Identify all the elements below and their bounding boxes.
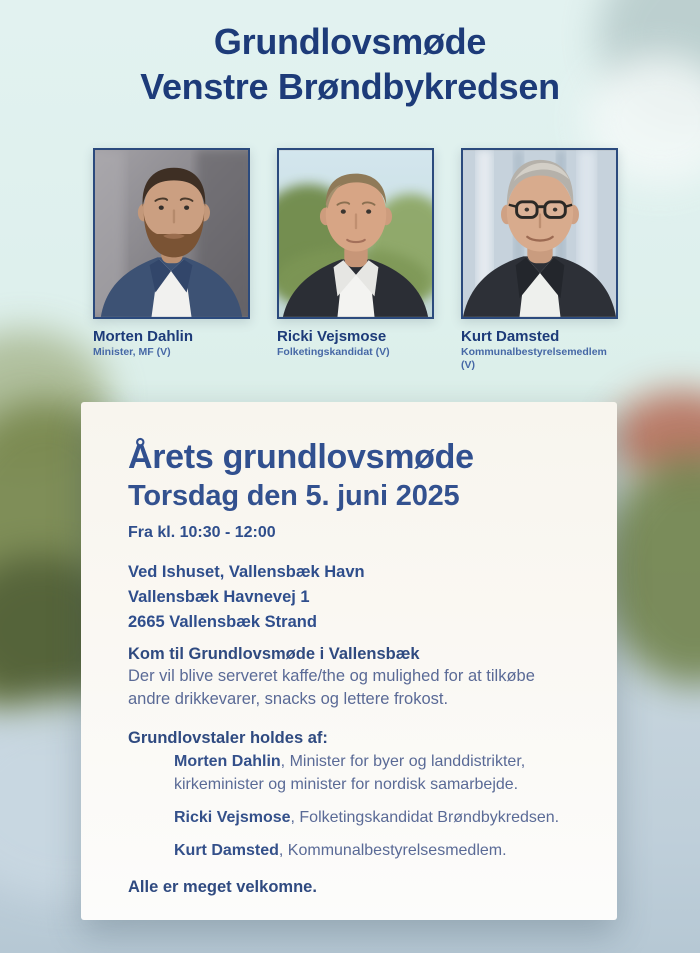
portrait-ricki-vejsmose-photo: [279, 150, 432, 317]
poster-title-line-1: Grundlovsmøde: [213, 21, 487, 62]
speaker-card-kurt-damsted: [461, 148, 618, 372]
speaker-entry-description: , Folketingskandidat Brøndbykredsen.: [290, 809, 560, 826]
speaker-entry-morten-dahlin: [174, 750, 588, 796]
speaker-entry-description: , Kommunalbestyrelsesmedlem.: [278, 842, 507, 859]
speaker-caption: [277, 328, 434, 359]
speaker-entry-description: , Minister for byer og landdistrikter, kirkeminister og minister for nordisk samarbejde.: [174, 753, 526, 793]
poster-title-line-2: Venstre Brøndbykredsen: [140, 66, 560, 107]
poster-title: [0, 19, 700, 109]
speaker-role: Minister, MF (V): [93, 346, 171, 358]
invite-heading: Kom til Grundlovsmøde i Vallensbæk: [128, 645, 420, 663]
speaker-name: Morten Dahlin: [93, 328, 193, 345]
photo-frame: [93, 148, 250, 319]
speakers-list-heading: Grundlovstaler holdes af:: [128, 729, 328, 747]
photo-frame: [277, 148, 434, 319]
invite-body-line: Der vil blive serveret kaffe/the og mulighed for at tilkøbe: [128, 667, 535, 685]
address-line: 2665 Vallensbæk Strand: [128, 613, 317, 631]
event-date: Torsdag den 5. juni 2025: [128, 480, 460, 512]
speaker-caption: [461, 328, 618, 372]
event-address: [128, 560, 587, 635]
speaker-role: Folketingskandidat (V): [277, 346, 390, 358]
invite-body-line: andre drikkevarer, snacks og lettere frokost.: [128, 690, 449, 708]
speaker-card-ricki-vejsmose: [277, 148, 434, 372]
photo-frame: [461, 148, 618, 319]
portrait-morten-dahlin-photo: [95, 150, 248, 317]
address-line: Vallensbæk Havnevej 1: [128, 588, 310, 606]
speaker-name: Kurt Damsted: [461, 328, 560, 345]
speaker-role: Kommunalbestyrelsemedlem (V): [461, 346, 607, 371]
speaker-photos-row: [93, 148, 618, 372]
address-line: Ved Ishuset, Vallensbæk Havn: [128, 563, 365, 581]
speaker-name: Ricki Vejsmose: [277, 328, 387, 345]
speaker-entry-name: Kurt Damsted: [174, 842, 279, 859]
speaker-caption: [93, 328, 250, 359]
event-info-card: [81, 402, 617, 920]
speaker-entry-kurt-damsted: [174, 839, 588, 862]
portrait-kurt-damsted-photo: [463, 150, 616, 317]
invite-body: [128, 665, 587, 711]
event-heading: Årets grundlovsmøde: [128, 438, 474, 476]
speaker-entry-name: Morten Dahlin: [174, 753, 281, 770]
speaker-entry-ricki-vejsmose: [174, 806, 588, 829]
event-time: Fra kl. 10:30 - 12:00: [128, 524, 276, 541]
speaker-card-morten-dahlin: [93, 148, 250, 372]
speaker-entry-name: Ricki Vejsmose: [174, 809, 291, 826]
closing-line: Alle er meget velkomne.: [128, 878, 317, 896]
